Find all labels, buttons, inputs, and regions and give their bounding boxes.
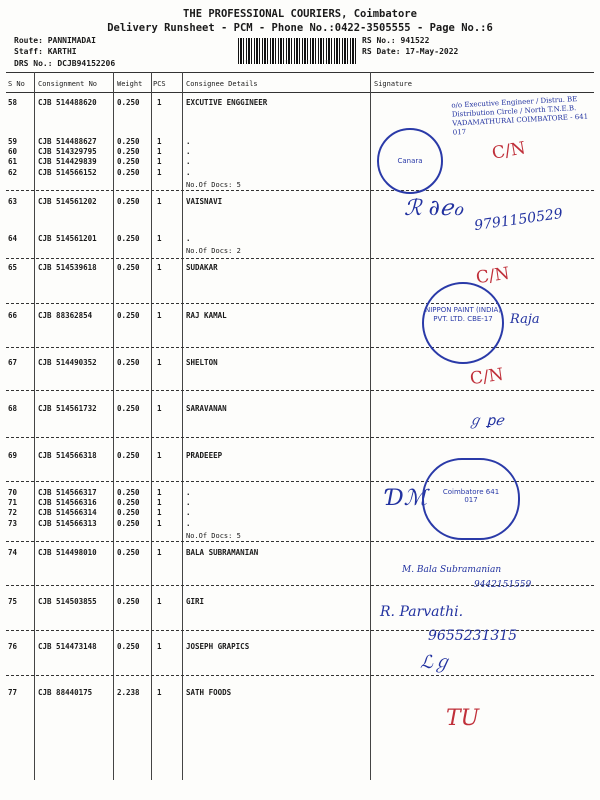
- row-consignment: CJB 514566318: [38, 451, 97, 460]
- row-pcs: 1: [157, 168, 162, 177]
- row-pcs: 1: [157, 263, 162, 272]
- row-consignee: JOSEPH GRAPICS: [186, 642, 250, 651]
- row-consignment: CJB 514566152: [38, 168, 97, 177]
- row-consignee: .: [186, 508, 191, 517]
- col-consignee: Consignee Details: [186, 80, 258, 88]
- row-consignee: SHELTON: [186, 358, 218, 367]
- row-consignment: CJB 514566316: [38, 498, 97, 507]
- col-signature: Signature: [374, 80, 412, 88]
- row-weight: 0.250: [117, 642, 140, 651]
- row-consignment: CJB 514429839: [38, 157, 97, 166]
- signature-cn: C/N: [474, 263, 511, 289]
- row-sno: 63: [8, 197, 18, 206]
- row-sno: 61: [8, 157, 18, 166]
- drs-number: DRS No.: DCJB94152206: [14, 59, 116, 68]
- signature-scribble: ℊ ꝑℯ: [468, 413, 504, 429]
- row-sno: 74: [8, 548, 18, 557]
- row-consignment: CJB 514503855: [38, 597, 97, 606]
- row-weight: 0.250: [117, 451, 140, 460]
- row-pcs: 1: [157, 488, 162, 497]
- row-weight: 0.250: [117, 548, 140, 557]
- row-sno: 58: [8, 98, 18, 107]
- row-sno: 73: [8, 519, 18, 528]
- signature-scribble: ℛ ∂ℯℴ: [404, 196, 464, 221]
- row-consignment: CJB 514539618: [38, 263, 97, 272]
- row-pcs: 1: [157, 234, 162, 243]
- row-consignment: CJB 514488620: [38, 98, 97, 107]
- col-consignment: Consignment No: [38, 80, 98, 88]
- office-stamp-text: o/o Executive Engineer / Distru. BE Distribution Circle / North T.N.E.B. VADAMATHURAI COIMBATORE - 641 017: [451, 95, 589, 137]
- row-sno: 71: [8, 498, 18, 507]
- row-pcs: 1: [157, 358, 162, 367]
- runsheet-title: THE PROFESSIONAL COURIERS, Coimbatore: [183, 8, 417, 20]
- staff-label: Staff: KARTHI: [14, 47, 77, 56]
- signature-parvathi: R. Parvathi.: [380, 604, 464, 620]
- row-pcs: 1: [157, 519, 162, 528]
- row-pcs: 1: [157, 597, 162, 606]
- signature-parvathi-phone: 9655231315: [428, 628, 518, 644]
- row-sno: 59: [8, 137, 18, 146]
- row-weight: 2.238: [117, 688, 140, 697]
- row-pcs: 1: [157, 642, 162, 651]
- col-weight: Weight: [117, 80, 143, 88]
- rs-number: RS No.: 941522: [362, 36, 430, 45]
- row-weight: 0.250: [117, 137, 140, 146]
- signature-phone: 9791150529: [473, 205, 564, 235]
- docs-count: No.Of Docs: 2: [186, 247, 241, 255]
- row-consignment: CJB 514498010: [38, 548, 97, 557]
- row-sno: 70: [8, 488, 18, 497]
- row-consignee: .: [186, 147, 191, 156]
- rs-date: RS Date: 17-May-2022: [362, 47, 459, 56]
- signature-bala: M. Bala Subramanian: [402, 565, 502, 575]
- nippon-stamp-text: NIPPON PAINT (INDIA) PVT. LTD. CBE-17: [424, 306, 502, 323]
- row-weight: 0.250: [117, 488, 140, 497]
- row-consignee: SATH FOODS: [186, 688, 232, 697]
- row-weight: 0.250: [117, 147, 140, 156]
- runsheet-subtitle: Delivery Runsheet - PCM - Phone No.:0422-3505555 - Page No.:6: [107, 22, 493, 34]
- row-consignee: .: [186, 234, 191, 243]
- signature-cn: C/N: [468, 364, 505, 390]
- row-consignee: .: [186, 157, 191, 166]
- row-consignee: .: [186, 498, 191, 507]
- row-sno: 75: [8, 597, 18, 606]
- row-consignment: CJB 514566314: [38, 508, 97, 517]
- signature-raja: Raja: [510, 312, 540, 327]
- docs-count: No.Of Docs: 5: [186, 181, 241, 189]
- row-consignment: CJB 514490352: [38, 358, 97, 367]
- barcode: [238, 38, 356, 64]
- row-weight: 0.250: [117, 597, 140, 606]
- canara-stamp-text: Canara: [397, 157, 423, 165]
- signature-scribble: ℒℊ: [420, 652, 451, 673]
- row-sno: 65: [8, 263, 18, 272]
- row-pcs: 1: [157, 197, 162, 206]
- row-sno: 60: [8, 147, 18, 156]
- row-weight: 0.250: [117, 263, 140, 272]
- row-pcs: 1: [157, 137, 162, 146]
- route-label: Route: PANNIMADAI: [14, 36, 96, 45]
- row-consignee: SUDAKAR: [186, 263, 218, 272]
- row-consignee: PRADEEEP: [186, 451, 223, 460]
- row-weight: 0.250: [117, 197, 140, 206]
- row-consignment: CJB 514561202: [38, 197, 97, 206]
- nippon-stamp: [422, 282, 504, 364]
- row-weight: 0.250: [117, 358, 140, 367]
- canara-stamp: [377, 128, 443, 194]
- row-pcs: 1: [157, 688, 162, 697]
- row-sno: 64: [8, 234, 18, 243]
- row-pcs: 1: [157, 508, 162, 517]
- row-weight: 0.250: [117, 508, 140, 517]
- row-sno: 62: [8, 168, 18, 177]
- row-sno: 68: [8, 404, 18, 413]
- row-consignee: EXCUTIVE ENGGINEER: [186, 98, 268, 107]
- row-pcs: 1: [157, 311, 162, 320]
- row-sno: 76: [8, 642, 18, 651]
- signature-tu: TU: [446, 706, 480, 731]
- signature-cn: C/N: [490, 138, 528, 164]
- row-weight: 0.250: [117, 519, 140, 528]
- row-consignment: CJB 514473148: [38, 642, 97, 651]
- row-pcs: 1: [157, 548, 162, 557]
- row-consignment: CJB 514329795: [38, 147, 97, 156]
- row-consignment: CJB 514488627: [38, 137, 97, 146]
- row-weight: 0.250: [117, 234, 140, 243]
- row-consignment: CJB 514561201: [38, 234, 97, 243]
- row-consignee: VAISNAVI: [186, 197, 223, 206]
- row-weight: 0.250: [117, 498, 140, 507]
- row-pcs: 1: [157, 404, 162, 413]
- row-weight: 0.250: [117, 168, 140, 177]
- row-consignment: CJB 514566313: [38, 519, 97, 528]
- coimbatore-stamp-text: Coimbatore 641 017: [442, 488, 500, 504]
- row-pcs: 1: [157, 498, 162, 507]
- row-consignee: GIRI: [186, 597, 205, 606]
- row-consignment: CJB 514561732: [38, 404, 97, 413]
- docs-count: No.Of Docs: 5: [186, 532, 241, 540]
- row-sno: 66: [8, 311, 18, 320]
- row-consignee: .: [186, 488, 191, 497]
- row-sno: 77: [8, 688, 18, 697]
- row-consignee: SARAVANAN: [186, 404, 227, 413]
- row-pcs: 1: [157, 451, 162, 460]
- row-sno: 69: [8, 451, 18, 460]
- row-pcs: 1: [157, 157, 162, 166]
- row-consignment: CJB 514566317: [38, 488, 97, 497]
- row-consignee: .: [186, 519, 191, 528]
- row-weight: 0.250: [117, 98, 140, 107]
- row-consignment: CJB 88362854: [38, 311, 93, 320]
- row-pcs: 1: [157, 98, 162, 107]
- row-weight: 0.250: [117, 157, 140, 166]
- signature-bala-phone: 9442151559: [474, 580, 532, 590]
- coimbatore-stamp: [422, 458, 520, 540]
- row-pcs: 1: [157, 147, 162, 156]
- row-consignment: CJB 88440175: [38, 688, 93, 697]
- row-sno: 72: [8, 508, 18, 517]
- col-pcs: PCS: [153, 80, 166, 88]
- row-consignee: BALA SUBRAMANIAN: [186, 548, 259, 557]
- col-sno: S No: [8, 80, 25, 88]
- row-sno: 67: [8, 358, 18, 367]
- row-consignee: .: [186, 137, 191, 146]
- row-consignee: RAJ KAMAL: [186, 311, 227, 320]
- row-weight: 0.250: [117, 404, 140, 413]
- row-consignee: .: [186, 168, 191, 177]
- signature-scribble: Ɗℳ: [386, 486, 428, 511]
- row-weight: 0.250: [117, 311, 140, 320]
